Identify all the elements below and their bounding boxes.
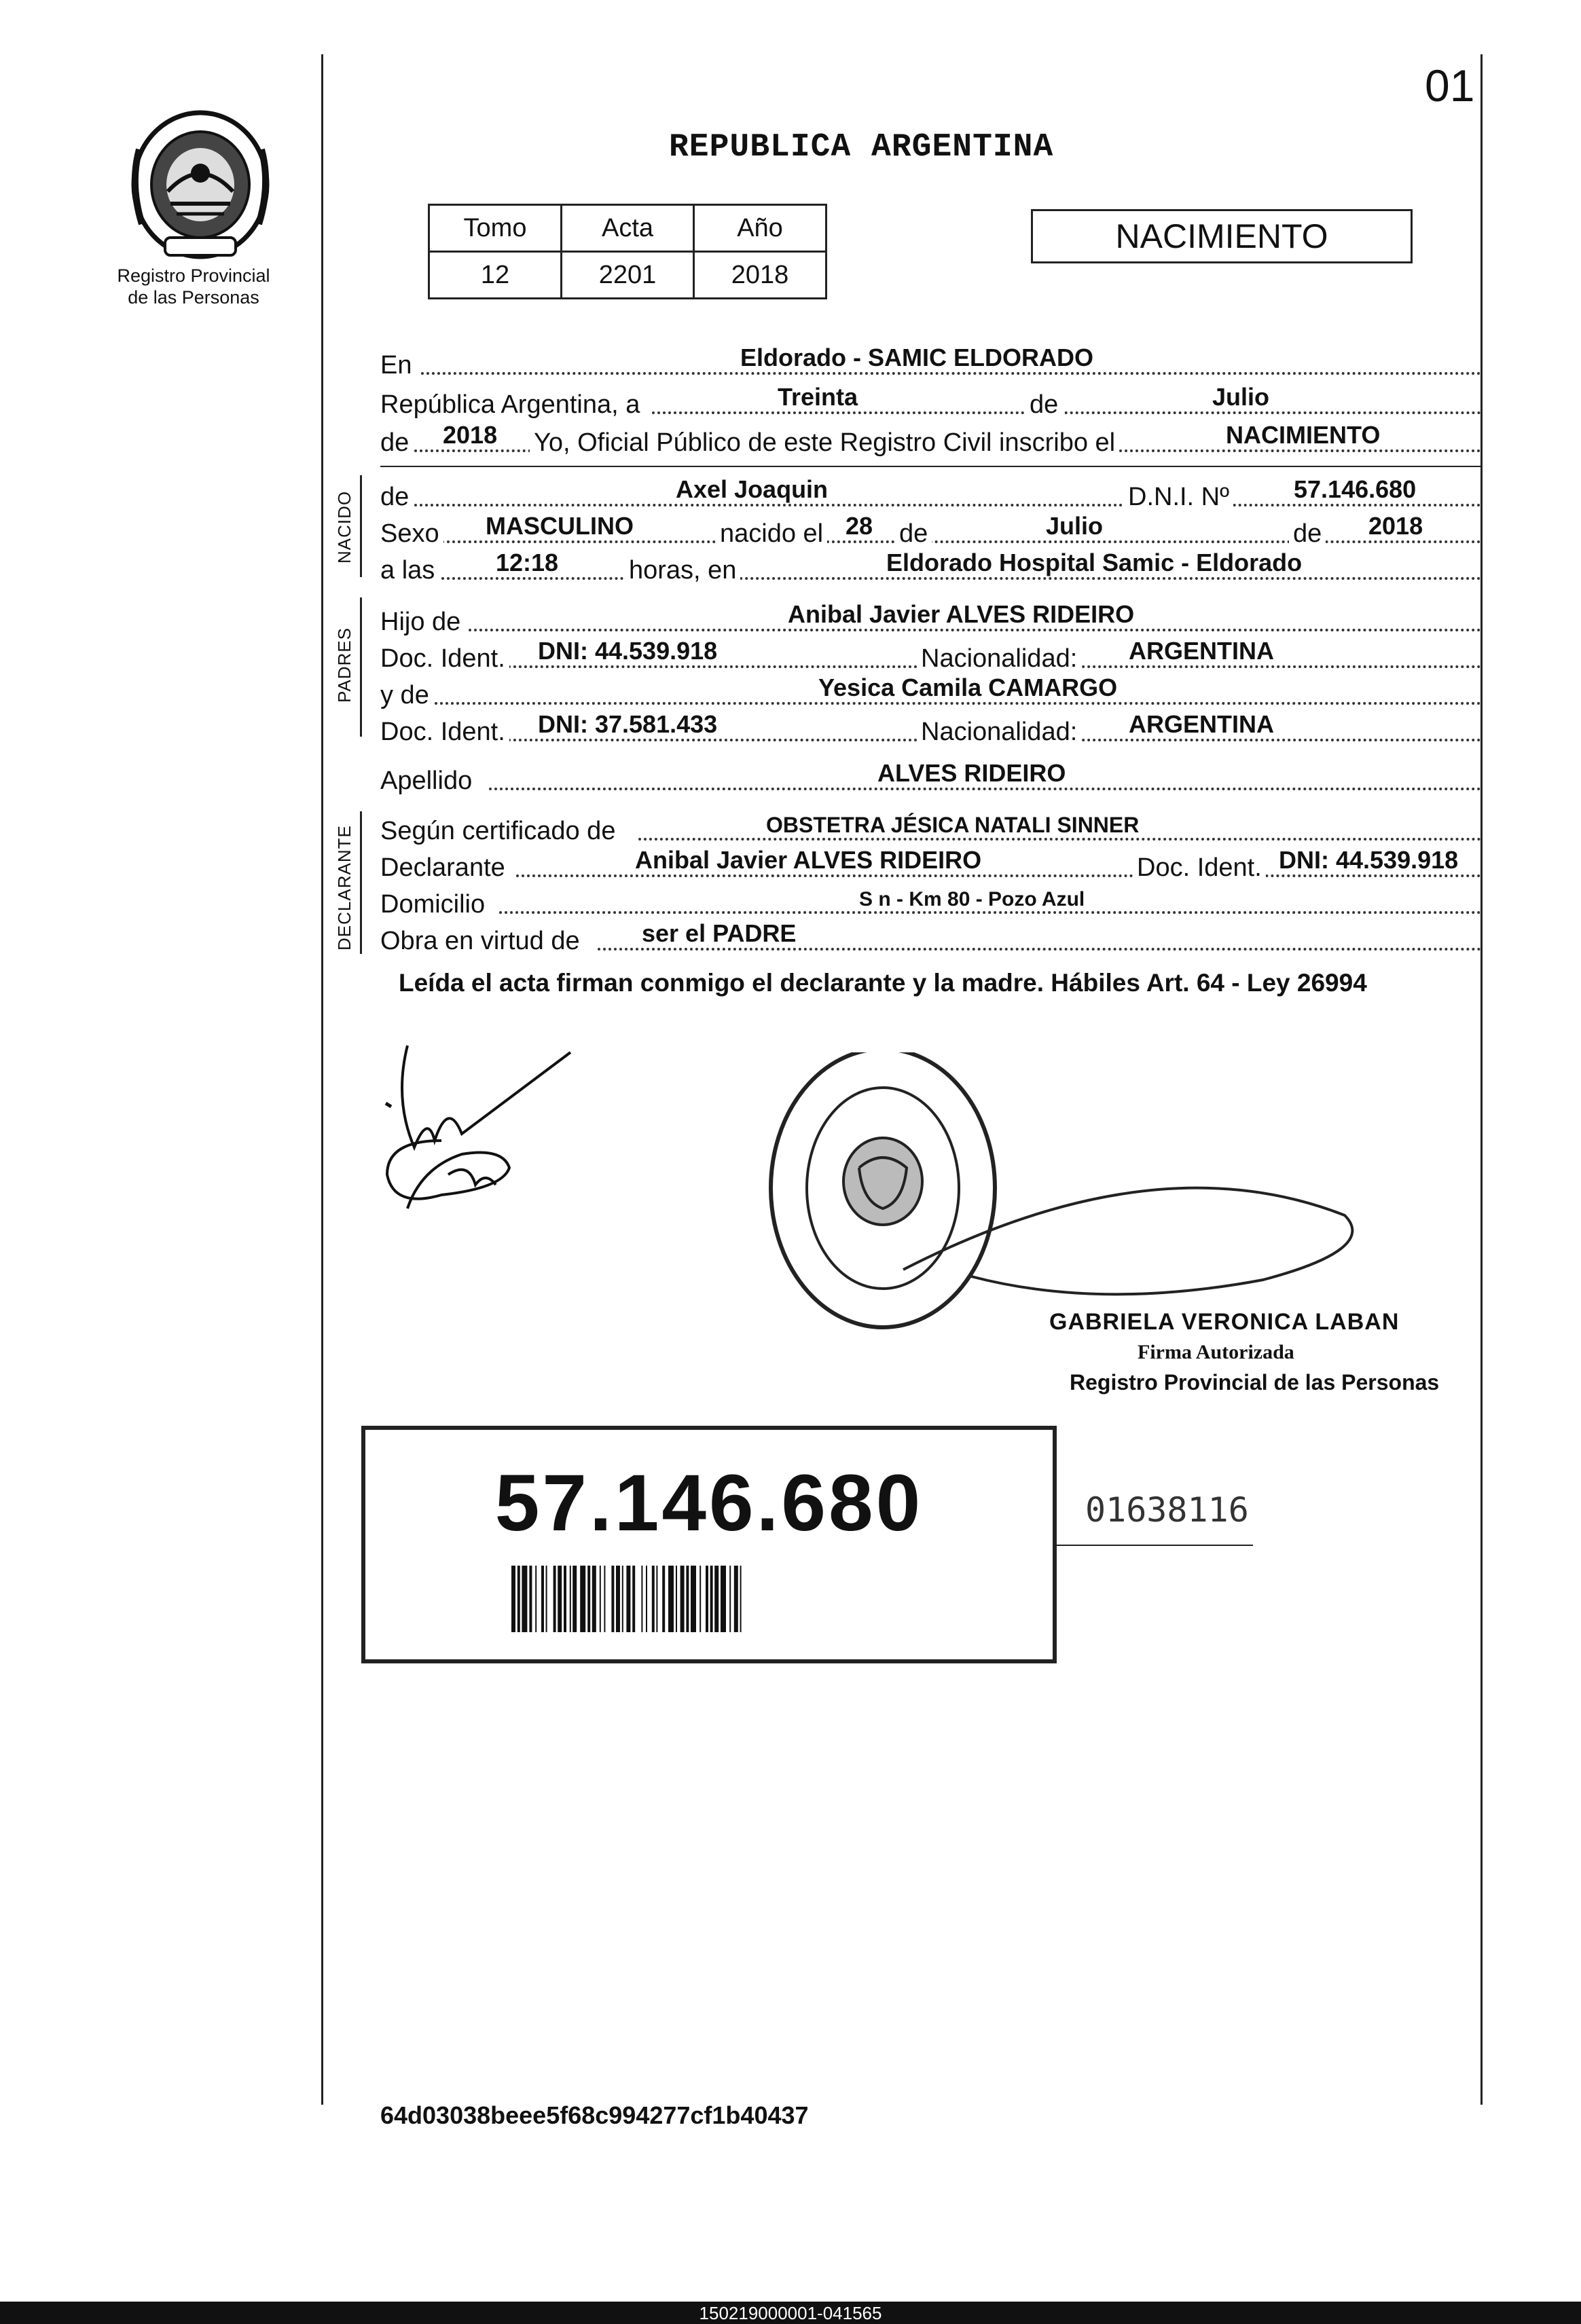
value-certificate: OBSTETRA JÉSICA NATALI SINNER xyxy=(766,813,1140,837)
label-de-name: de xyxy=(380,483,413,512)
row-capacity xyxy=(380,921,1481,956)
row-father xyxy=(380,602,1481,637)
serial-underline xyxy=(1056,1545,1253,1546)
section-label-declarante: DECLARANTE xyxy=(334,825,355,951)
label-nacionalidad: Nacionalidad: xyxy=(917,644,1081,674)
label-de-year: de xyxy=(380,428,413,458)
row-time-place xyxy=(380,550,1481,585)
tomo-header-row xyxy=(429,205,826,252)
row-year-act xyxy=(380,422,1481,458)
value-month: Julio xyxy=(1212,383,1270,411)
label-doc-ident: Doc. Ident. xyxy=(380,644,509,674)
value-capacity: ser el PADRE xyxy=(642,919,797,947)
value-birth-time: 12:18 xyxy=(496,549,559,576)
dotted-leader xyxy=(435,702,1481,705)
label-horas-en: horas, en xyxy=(625,556,740,585)
label-republica: República Argentina, a xyxy=(380,390,644,420)
dotted-leader xyxy=(598,948,1481,951)
row-declarant xyxy=(380,847,1481,883)
left-margin-line xyxy=(321,54,323,2105)
dni-label-card xyxy=(361,1426,1057,1663)
value-place: Eldorado - SAMIC ELDORADO xyxy=(740,344,1093,371)
label-apellido: Apellido xyxy=(380,767,476,796)
value-child-dni: 57.146.680 xyxy=(1294,475,1417,503)
declarant-signature xyxy=(367,1039,591,1242)
label-a-las: a las xyxy=(380,556,439,585)
row-place xyxy=(380,345,1481,380)
value-birth-place: Eldorado Hospital Samic - Eldorado xyxy=(886,549,1303,576)
row-sex-birth xyxy=(380,513,1481,549)
value-birth-day: 28 xyxy=(846,512,873,540)
tomo-acta-table xyxy=(428,204,827,299)
section-bracket-nacido xyxy=(360,475,362,577)
value-father-nationality: ARGENTINA xyxy=(1129,637,1274,665)
dni-number: 57.146.680 xyxy=(494,1458,924,1548)
value-birth-year: 2018 xyxy=(1368,512,1423,540)
row-mother-doc xyxy=(380,712,1481,747)
dotted-leader xyxy=(421,372,1481,375)
label-doc-ident-declarant: Doc. Ident. xyxy=(1133,853,1266,883)
dotted-leader xyxy=(516,874,1481,877)
dotted-leader xyxy=(652,411,1481,414)
row-date xyxy=(380,384,1481,420)
acta-value: 2201 xyxy=(562,252,694,299)
value-father-dni: DNI: 44.539.918 xyxy=(538,637,718,665)
label-y-de: y de xyxy=(380,681,433,710)
label-en: En xyxy=(380,351,416,380)
value-birth-month: Julio xyxy=(1046,512,1104,540)
registry-caption xyxy=(102,265,285,308)
barcode xyxy=(511,1566,892,1632)
value-child-name: Axel Joaquin xyxy=(676,475,829,503)
section-label-nacido: NACIDO xyxy=(334,490,355,564)
official-org: Registro Provincial de las Personas xyxy=(1070,1370,1440,1395)
row-mother xyxy=(380,675,1481,710)
dotted-leader xyxy=(638,838,1481,841)
row-certificate xyxy=(380,811,1481,846)
label-de-month: de xyxy=(895,519,932,549)
label-de: de xyxy=(1025,390,1062,420)
official-name: GABRIELA VERONICA LABAN xyxy=(1049,1309,1400,1335)
registry-caption-line1: Registro Provincial xyxy=(117,265,270,286)
value-surname: ALVES RIDEIRO xyxy=(877,759,1066,787)
dotted-leader xyxy=(414,504,1481,506)
closing-statement: Leída el acta firman conmigo el declarante y la madre. Hábiles Art. 64 - Ley 26994 xyxy=(399,969,1367,997)
row-address xyxy=(380,884,1481,919)
registry-caption-line2: de las Personas xyxy=(128,287,259,308)
value-declarant-dni: DNI: 44.539.918 xyxy=(1279,846,1459,874)
value-mother-nationality: ARGENTINA xyxy=(1129,710,1274,738)
value-day-word: Treinta xyxy=(778,383,858,411)
dotted-leader xyxy=(489,788,1481,790)
label-de-year2: de xyxy=(1289,519,1326,549)
value-sex: MASCULINO xyxy=(486,512,634,540)
serial-number: 01638116 xyxy=(1085,1490,1249,1530)
section-bracket-declarante xyxy=(360,811,362,954)
official-role: Firma Autorizada xyxy=(1138,1341,1294,1363)
tomo-value: 12 xyxy=(429,252,562,299)
value-year: 2018 xyxy=(443,421,498,449)
label-dni: D.N.I. Nº xyxy=(1124,483,1233,512)
label-hijo-de: Hijo de xyxy=(380,608,465,637)
page-number: 01 xyxy=(1425,60,1475,111)
label-nacionalidad-mother: Nacionalidad: xyxy=(917,718,1081,747)
row-surname xyxy=(380,760,1481,796)
label-sexo: Sexo xyxy=(380,519,443,549)
label-nacido-el: nacido el xyxy=(716,519,827,549)
dotted-leader xyxy=(499,911,1481,914)
value-act-type: NACIMIENTO xyxy=(1226,421,1381,449)
row-child-name xyxy=(380,477,1481,512)
label-doc-ident-mother: Doc. Ident. xyxy=(380,718,509,747)
footer-code: 150219000001-041565 xyxy=(699,2303,882,2323)
dotted-leader xyxy=(469,629,1481,631)
section-label-padres: PADRES xyxy=(334,627,355,703)
label-segun-certificado: Según certificado de xyxy=(380,817,619,846)
label-oficial: Yo, Oficial Público de este Registro Civil inscribo el xyxy=(530,428,1119,458)
row-father-doc xyxy=(380,638,1481,674)
tomo-header: Tomo xyxy=(429,205,562,252)
act-type-box: NACIMIENTO xyxy=(1031,209,1413,263)
value-address: S n - Km 80 - Pozo Azul xyxy=(859,888,1085,910)
dotted-leader xyxy=(441,577,1481,580)
label-obra-en-virtud: Obra en virtud de xyxy=(380,927,584,956)
divider-line xyxy=(380,466,1480,467)
value-mother-dni: DNI: 37.581.433 xyxy=(538,710,718,738)
label-domicilio: Domicilio xyxy=(380,890,489,919)
section-bracket-padres xyxy=(360,597,362,737)
anio-header: Año xyxy=(694,205,826,252)
anio-value: 2018 xyxy=(694,252,826,299)
document-hash: 64d03038beee5f68c994277cf1b40437 xyxy=(380,2101,809,2129)
country-title: REPUBLICA ARGENTINA xyxy=(669,129,1054,166)
value-mother-name: Yesica Camila CAMARGO xyxy=(818,674,1118,701)
province-seal-logo xyxy=(126,109,275,265)
acta-header: Acta xyxy=(562,205,694,252)
label-declarante: Declarante xyxy=(380,853,509,883)
value-declarant-name: Anibal Javier ALVES RIDEIRO xyxy=(635,846,982,874)
tomo-value-row xyxy=(429,252,826,299)
value-father-name: Anibal Javier ALVES RIDEIRO xyxy=(788,600,1135,628)
